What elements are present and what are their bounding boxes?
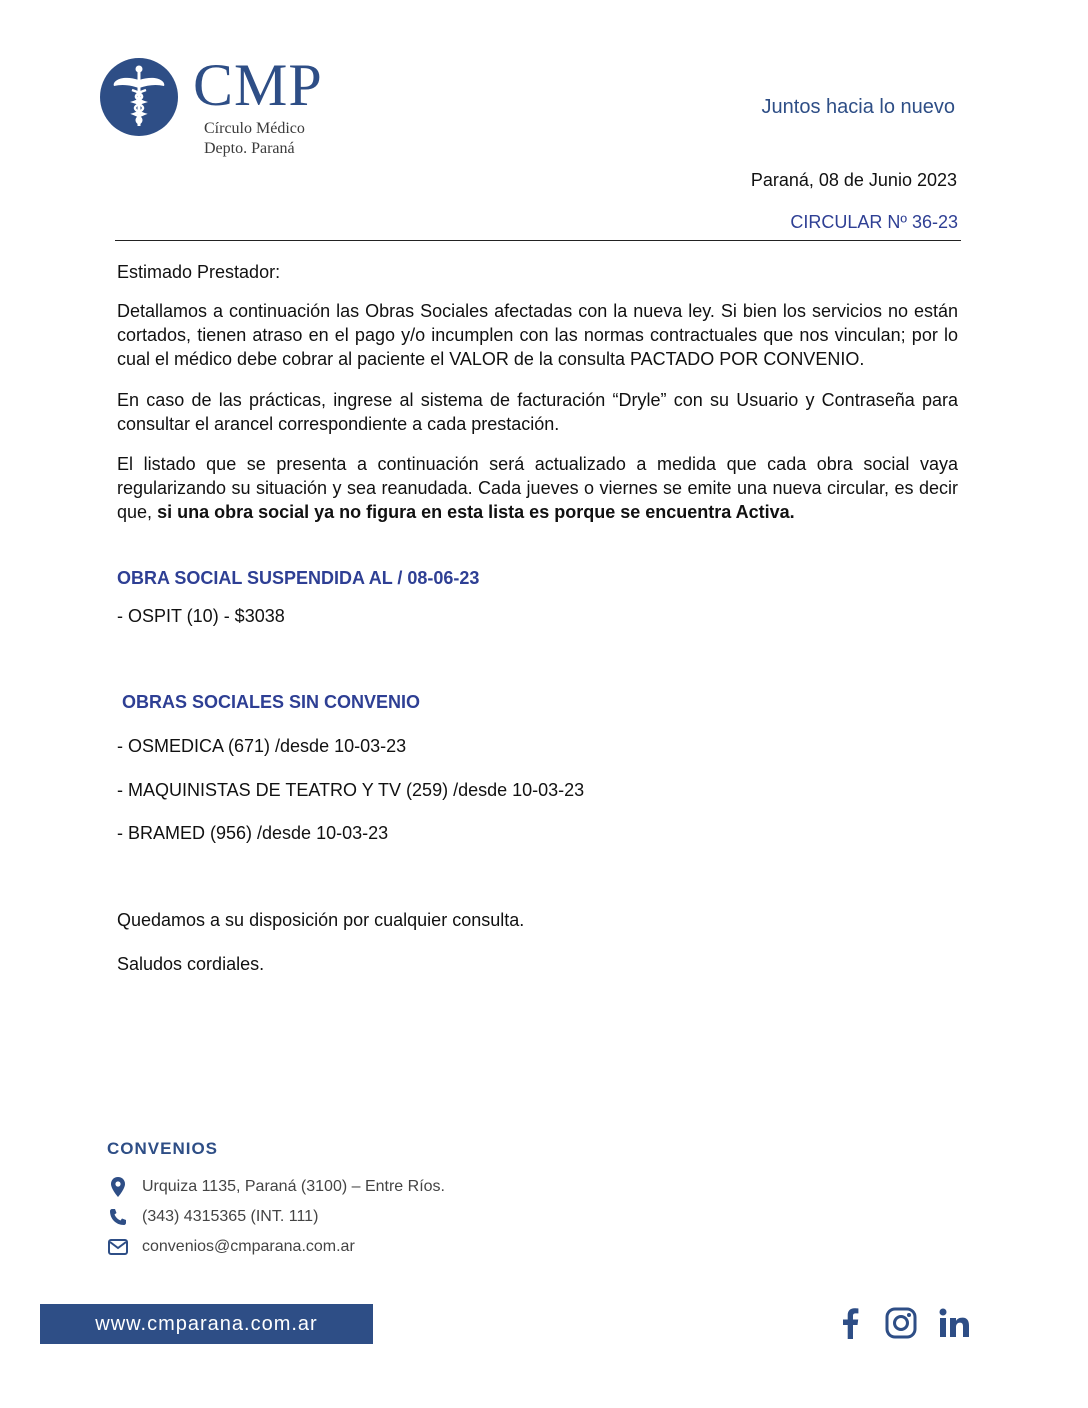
paragraph-3	[117, 452, 958, 524]
document-date: Paraná, 08 de Junio 2023	[750, 170, 957, 190]
phone-icon	[107, 1207, 129, 1227]
address-row	[107, 1177, 445, 1197]
mail-icon	[107, 1237, 129, 1257]
instagram-icon[interactable]	[883, 1305, 919, 1341]
email-row	[107, 1237, 355, 1257]
paragraph-1: Detallamos a continuación las Obras Sociales afectadas con la nueva ley. Si bien los servicios no están cortados, tienen atraso en el pago y/o incumplen con las normas contractuales que nos vinculan; por lo cual el médico debe cobrar al paciente el VALOR de la consulta PACTADO POR CONVENIO.	[117, 301, 958, 369]
location-pin-icon	[107, 1177, 129, 1197]
caduceus-logo-icon	[100, 58, 178, 136]
list-item: - BRAMED (956) /desde 10-03-23	[117, 823, 389, 843]
linkedin-icon[interactable]	[936, 1305, 972, 1341]
email-link[interactable]: convenios@cmparana.com.ar	[142, 1238, 355, 1255]
circular-number: CIRCULAR Nº 36-23	[790, 212, 958, 232]
tagline: Juntos hacia lo nuevo	[761, 96, 955, 118]
closing-salutation: Saludos cordiales.	[117, 954, 265, 974]
suspended-title: OBRA SOCIAL SUSPENDIDA AL / 08-06-23	[117, 568, 480, 588]
closing-line: Quedamos a su disposición por cualquier consulta.	[117, 910, 525, 930]
phone-text: (343) 4315365 (INT. 111)	[142, 1208, 319, 1225]
logo-subtitle-2: Depto. Paraná	[204, 140, 295, 157]
logo-subtitle-1: Círculo Médico	[204, 120, 305, 137]
paragraph-3-bold: si una obra social ya no figura en esta lista es porque se encuentra Activa.	[157, 502, 795, 522]
paragraph-3-text: El listado que se presenta a continuación será actualizado a medida que cada obra social vaya regularizando su situación y sea reanudada. Cada jueves o viernes se emite una nueva circular, es decir que,	[117, 454, 958, 522]
paragraph-2: En caso de las prácticas, ingrese al sistema de facturación “Dryle” con su Usuario y Contraseña para consultar el arancel correspondiente a cada prestación.	[117, 390, 958, 434]
greeting: Estimado Prestador:	[117, 262, 281, 282]
website-banner[interactable]: www.cmparana.com.ar	[40, 1304, 373, 1344]
header-divider	[115, 240, 961, 241]
facebook-icon[interactable]	[836, 1305, 864, 1341]
phone-row	[107, 1207, 318, 1227]
list-item: - MAQUINISTAS DE TEATRO Y TV (259) /desde 10-03-23	[117, 780, 585, 800]
sin-convenio-title: OBRAS SOCIALES SIN CONVENIO	[122, 692, 421, 712]
address-text: Urquiza 1135, Paraná (3100) – Entre Ríos.	[142, 1178, 445, 1195]
logo-text: CMP	[193, 52, 323, 118]
footer-title: CONVENIOS	[107, 1139, 219, 1158]
list-item: - OSPIT (10) - $3038	[117, 606, 285, 626]
list-item: - OSMEDICA (671) /desde 10-03-23	[117, 736, 407, 756]
